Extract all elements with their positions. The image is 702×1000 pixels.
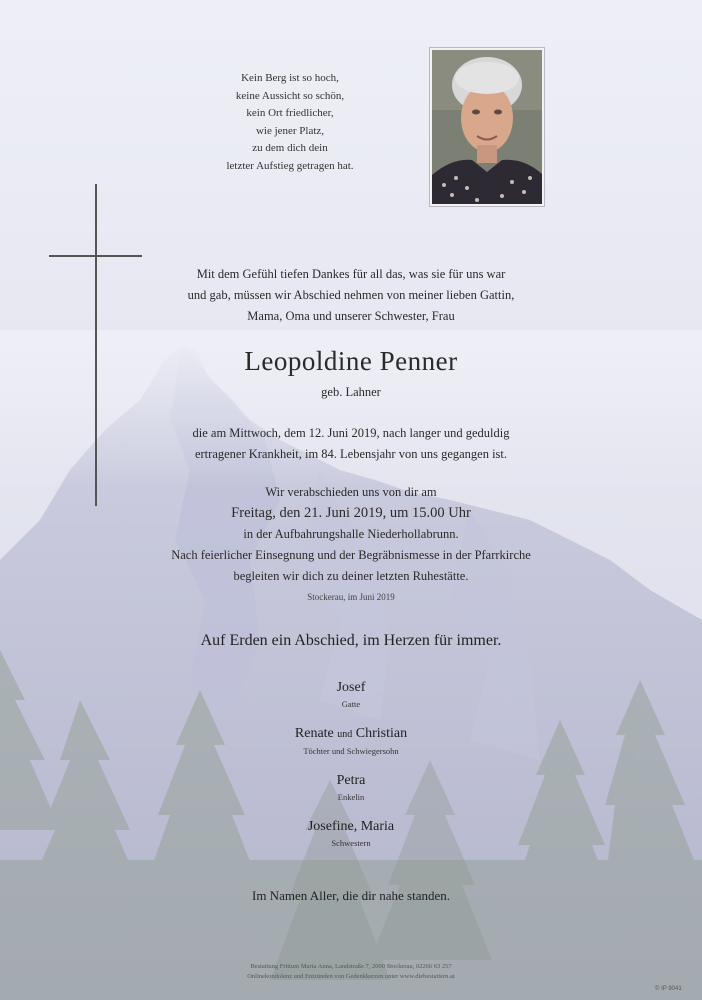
footer-line: Bestattung Frittum Maria Anna, Landstraße 7, 2000 Stockerau, 02266 63 257 <box>250 963 452 970</box>
mourner-name: Josef <box>336 680 366 695</box>
mourner-name: Petra <box>336 773 366 788</box>
mourner-entry <box>0 771 702 803</box>
portrait-photo <box>430 48 544 206</box>
poem-line: zu dem dich dein <box>252 142 328 154</box>
mourner-entry <box>0 817 702 849</box>
death-notice <box>0 423 702 465</box>
poem-line: Kein Berg ist so hoch, <box>241 72 339 84</box>
mourner-role: Enkelin <box>337 792 365 802</box>
poem-line: wie jener Platz, <box>255 124 325 137</box>
intro-line: Mama, Oma und unserer Schwester, Frau <box>247 309 455 323</box>
mourners-list <box>0 678 702 863</box>
intro-text <box>0 264 702 327</box>
farewell-line: begleiten wir dich zu deiner letzten Ruhestätte. <box>233 569 469 583</box>
mourner-role: Schwestern <box>331 838 371 848</box>
mourner-name: Josefine, Maria <box>307 819 395 834</box>
footer-line: Onlinekondolenz und Entzünden von Gedenkkerzen unter www.diebestattern.at <box>247 973 455 980</box>
poem-line: letzter Aufstieg getragen hat. <box>226 159 354 172</box>
poem-line: kein Ort friedlicher, <box>246 107 334 119</box>
motto: Auf Erden ein Abschied, im Herzen für immer. <box>200 632 502 649</box>
farewell-line: Wir verabschieden uns von dir am <box>265 485 437 499</box>
death-line: ertragener Krankheit, im 84. Lebensjahr von uns gegangen ist. <box>194 447 508 461</box>
cross-horizontal-bar <box>49 255 142 257</box>
funeral-location: in der Aufbahrungshalle Niederhollabrunn. <box>243 527 459 541</box>
intro-line: Mit dem Gefühl tiefen Dankes für all das, was sie für uns war <box>196 267 506 281</box>
deceased-name: Leopoldine Penner <box>244 346 458 376</box>
mourner-role: Töchter und Schwiegersohn <box>303 746 399 756</box>
poem-line: keine Aussicht so schön, <box>235 89 345 102</box>
mourner-role: Gatte <box>341 699 361 709</box>
closing-line: Im Namen Aller, die dir nahe standen. <box>251 888 451 903</box>
mourner-name-second: Christian <box>355 726 408 741</box>
funeral-home-footer <box>0 962 702 982</box>
intro-line: und gab, müssen wir Abschied nehmen von meiner lieben Gattin, <box>187 288 515 302</box>
portrait-image <box>432 50 542 204</box>
place-and-date: Stockerau, im Juni 2019 <box>307 592 395 602</box>
mourner-entry <box>0 724 702 757</box>
mourner-name-first: Renate <box>294 726 334 741</box>
funeral-details <box>0 482 702 587</box>
death-line: die am Mittwoch, dem 12. Juni 2019, nach langer und geduldig <box>192 426 510 440</box>
birth-name: geb. Lahner <box>321 385 381 399</box>
mourner-entry <box>0 678 702 710</box>
farewell-line: Nach feierlicher Einsegnung und der Begräbnismesse in der Pfarrkirche <box>171 548 531 562</box>
mourner-name-conjunction: und <box>337 729 353 740</box>
mourner-name <box>0 724 702 745</box>
poem <box>160 70 420 175</box>
template-code: © IP 9041 <box>655 986 682 992</box>
funeral-date: Freitag, den 21. Juni 2019, um 15.00 Uhr <box>231 505 471 521</box>
